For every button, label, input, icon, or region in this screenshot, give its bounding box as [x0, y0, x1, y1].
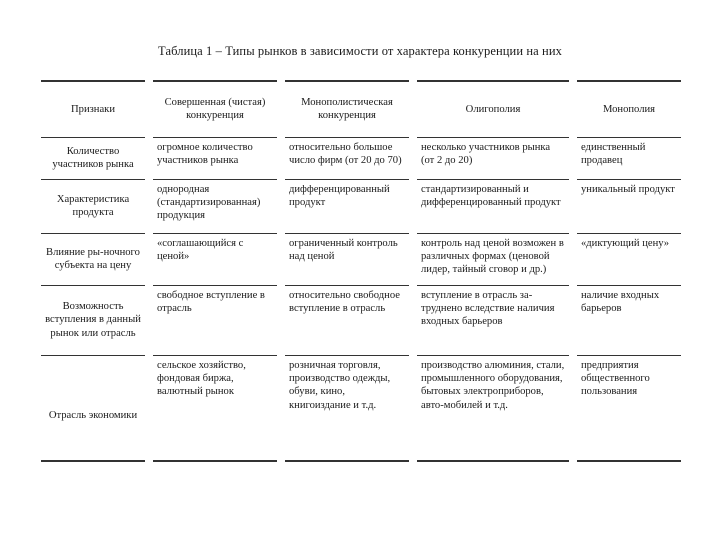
table-cell: единственный продавец — [573, 137, 681, 179]
table-cell: однородная (стандартизированная) продукция — [149, 179, 281, 233]
row-feature: Характеристика продукта — [41, 179, 149, 233]
table-cell: огромное количество участников рынка — [149, 137, 281, 179]
table-cell: предприятия общественного пользования — [573, 355, 681, 461]
row-feature: Влияние ры-ночного субъекта на цену — [41, 233, 149, 285]
header-monopolistic-competition: Монополистическая конкуренция — [281, 81, 413, 137]
table-cell: уникальный продукт — [573, 179, 681, 233]
header-oligopoly: Олигополия — [413, 81, 573, 137]
table-row — [41, 233, 681, 285]
table-row — [41, 285, 681, 355]
row-feature: Возможность вступления в данный рынок или отрасль — [41, 285, 149, 355]
table-row — [41, 355, 681, 461]
table-cell: ограниченный контроль над ценой — [281, 233, 413, 285]
table-cell: дифференцированный продукт — [281, 179, 413, 233]
table-cell: относительно большое число фирм (от 20 до 70) — [281, 137, 413, 179]
row-feature: Отрасль экономики — [41, 355, 149, 461]
row-feature: Количество участников рынка — [41, 137, 149, 179]
table-cell: розничная торговля, производство одежды, обуви, кино, книгоиздание и т.д. — [281, 355, 413, 461]
table-row — [41, 179, 681, 233]
table-title: Таблица 1 – Типы рынков в зависимости от характера конкуренции на них — [158, 44, 562, 58]
table-cell: наличие входных барьеров — [573, 285, 681, 355]
table-cell: свободное вступление в отрасль — [149, 285, 281, 355]
header-perfect-competition: Совершенная (чистая) конкуренция — [149, 81, 281, 137]
table-cell: стандартизированный и дифференцированный продукт — [413, 179, 573, 233]
header-monopoly: Монополия — [573, 81, 681, 137]
table-cell: относительно свободное вступление в отрасль — [281, 285, 413, 355]
table-header-row — [41, 81, 681, 137]
table-cell: «диктующий цену» — [573, 233, 681, 285]
table-cell: производство алюминия, стали, промышленного оборудования, бытовых электроприборов, авто-мобилей и т.д. — [413, 355, 573, 461]
table-cell: контроль над ценой возможен в различных формах (ценовой лидер, тайный сговор и др.) — [413, 233, 573, 285]
table-cell: «соглашающийся с ценой» — [149, 233, 281, 285]
table-row — [41, 137, 681, 179]
header-features: Признаки — [41, 81, 149, 137]
market-types-table — [41, 80, 681, 462]
table-cell: вступление в отрасль за-труднено вследствие наличия входных барьеров — [413, 285, 573, 355]
table-cell: несколько участников рынка (от 2 до 20) — [413, 137, 573, 179]
table-cell: сельское хозяйство, фондовая биржа, валютный рынок — [149, 355, 281, 461]
